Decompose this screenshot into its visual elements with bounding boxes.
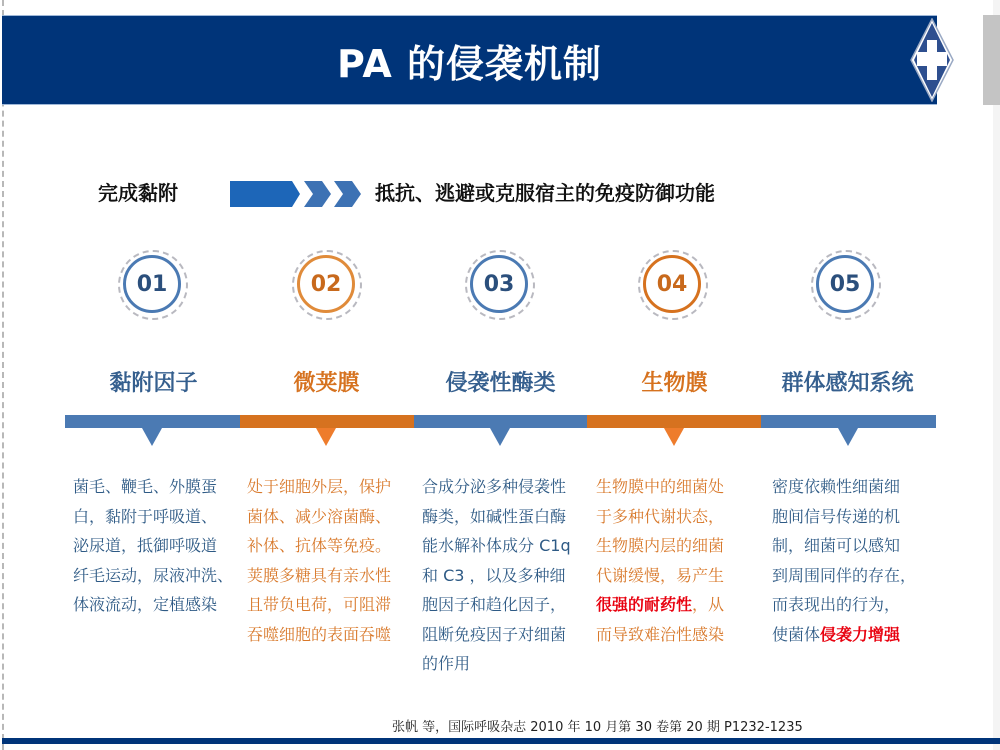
timeline-segment-03 [414, 415, 587, 428]
timeline-segment-02 [240, 415, 414, 428]
step-number-circle-04: 04 [638, 250, 708, 320]
step-description-04: 生物膜中的细菌处 于多种代谢状态， 生物膜内层的细菌 代谢缓慢，易产生 很强的耐药性，从 而导致难治性感染 [596, 477, 725, 644]
step-description-03: 合成分泌多种侵袭性 酶类，如碱性蛋白酶 能水解补体成分 C1q 和 C3 ，以及多种细 胞因子和趋化因子， 阻断免疫因子对细菌 的作用 [422, 477, 571, 673]
pointer-down-icon [664, 428, 684, 446]
flow-end-label: 抵抗、逃避或克服宿主的免疫防御功能 [375, 181, 715, 205]
timeline-segment-01 [65, 415, 240, 428]
step-heading-03: 侵袭性酶类 [445, 371, 556, 396]
step-description-02: 处于细胞外层，保护 菌体、减少溶菌酶、 补体、抗体等免疫。 荚膜多糖具有亲水性 且带负电荷，可阻滞 吞噬细胞的表面吞噬 [247, 477, 392, 644]
footer-bar [2, 738, 1000, 744]
timeline-segment-05 [761, 415, 936, 428]
step-heading-05: 群体感知系统 [781, 371, 914, 396]
step-number-circle-05: 05 [811, 250, 881, 320]
step-heading-02: 微荚膜 [293, 371, 360, 396]
step-number-circle-01: 01 [118, 250, 188, 320]
step-heading-04: 生物膜 [641, 371, 708, 396]
step-description-01: 菌毛、鞭毛、外膜蛋 白，黏附于呼吸道、 泌尿道，抵御呼吸道 纤毛运动，尿液冲洗、 体液流动，定植感染 [73, 477, 234, 614]
title-bar [2, 15, 937, 105]
pointer-down-icon [142, 428, 162, 446]
step-number-circle-02: 02 [292, 250, 362, 320]
flow-start-label: 完成黏附 [98, 181, 178, 205]
pointer-down-icon [838, 428, 858, 446]
timeline-segment-04 [587, 415, 761, 428]
slide-right-edge [993, 0, 1000, 750]
reference-citation: 张帆 等，国际呼吸杂志 2010 年 10 月第 30 卷第 20 期 P1232-1235 [392, 720, 803, 735]
page-title: PA 的侵袭机制 [336, 41, 602, 86]
highlight-text: 侵袭力增强 [820, 624, 901, 644]
chevron-arrow-right-icon [230, 181, 362, 207]
step-description-05: 密度依赖性细菌细 胞间信号传递的机 制，细菌可以感知 到周围同伴的存在， 而表现出的行为， 使菌体侵袭力增强 [772, 477, 917, 644]
header-side-block [983, 15, 1000, 105]
slide-left-border [2, 0, 4, 750]
step-heading-01: 黏附因子 [109, 371, 198, 396]
pointer-down-icon [316, 428, 336, 446]
step-number-circle-03: 03 [465, 250, 535, 320]
medical-cross-diamond-icon [910, 18, 954, 102]
pointer-down-icon [490, 428, 510, 446]
highlight-text: 很强的耐药性 [596, 595, 693, 614]
